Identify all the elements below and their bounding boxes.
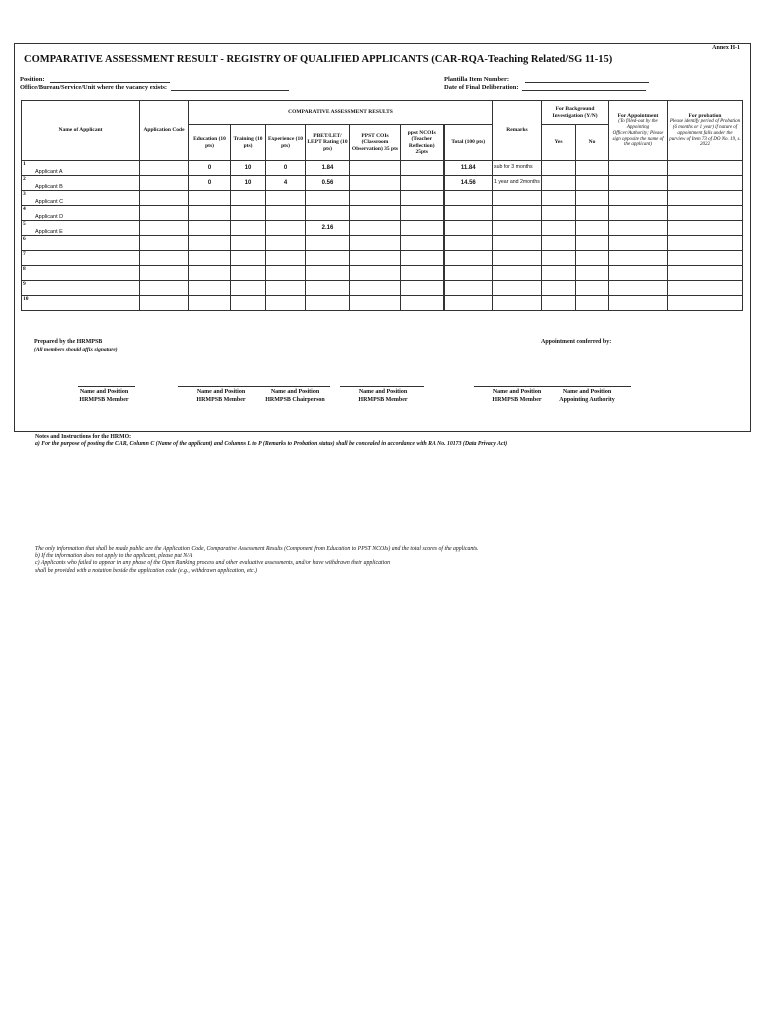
- position-field: [20, 75, 170, 83]
- sig-block-appointing-authority: [547, 389, 627, 405]
- table-row: [22, 281, 743, 296]
- education-cell[interactable]: [189, 206, 231, 221]
- applicant-name: [23, 244, 35, 250]
- pbet-cell[interactable]: 0.56: [306, 176, 350, 191]
- table-row: [22, 251, 743, 266]
- sig-block-member-2: [185, 389, 257, 405]
- applicant-name: [23, 289, 35, 295]
- ppst-cois-cell[interactable]: [350, 191, 401, 206]
- total-cell[interactable]: [444, 296, 493, 311]
- sig-line-4[interactable]: [474, 386, 631, 387]
- form-frame: [14, 43, 751, 432]
- note-c: c) Applicants who failed to appear in any phase of the Open Ranking process and other evaluative assessments, and/or have withdrawn their application: [35, 560, 391, 567]
- applicant-rows: [22, 161, 743, 311]
- col-remarks-header: Remarks: [493, 101, 542, 161]
- total-cell[interactable]: [444, 266, 493, 281]
- col-experience-header: Experience (10 pts): [266, 125, 306, 161]
- applicant-name: Applicant D: [35, 213, 64, 220]
- pbet-cell[interactable]: 1.84: [306, 161, 350, 176]
- row-number: 5: [23, 221, 26, 227]
- sig-role: HRMPSB Member: [196, 396, 246, 403]
- applicant-name: Applicant C: [35, 198, 64, 205]
- ppst-ncois-cell[interactable]: [401, 251, 444, 266]
- education-cell[interactable]: 0: [189, 176, 231, 191]
- bi-no-cell[interactable]: [576, 176, 609, 191]
- bi-no-cell[interactable]: [576, 281, 609, 296]
- ppst-cois-cell[interactable]: [350, 236, 401, 251]
- sig-role: HRMPSB Chairperson: [265, 396, 325, 403]
- education-cell[interactable]: [189, 296, 231, 311]
- probation-cell[interactable]: [668, 251, 743, 266]
- applicant-name: Applicant B: [35, 183, 63, 190]
- notes-block-2: [35, 546, 479, 575]
- notes-heading: Notes and Instructions for the HRMO:: [35, 434, 132, 440]
- header-row-1: [22, 101, 743, 125]
- remarks-cell[interactable]: [493, 281, 542, 296]
- appointment-note: (To filled-out by the Appointing Officer/Authority; Please sign opposite the name of the applicant): [612, 119, 664, 148]
- affix-note: (All members should affix signature): [34, 347, 118, 353]
- conferred-by: Appointment conferred by:: [541, 339, 612, 345]
- note-c2: shall be provided with a notation beside the application code (e.g., withdrawn application, etc.): [35, 567, 257, 574]
- bi-yes-cell[interactable]: [542, 281, 576, 296]
- application-code-cell[interactable]: [140, 281, 189, 296]
- pbet-cell[interactable]: [306, 296, 350, 311]
- training-cell[interactable]: [231, 281, 266, 296]
- remarks-cell[interactable]: [493, 206, 542, 221]
- remarks-cell[interactable]: sub for 3 months: [493, 161, 542, 176]
- ppst-ncois-cell[interactable]: [401, 206, 444, 221]
- sig-line-3[interactable]: [340, 386, 424, 387]
- plantilla-field: [444, 75, 649, 83]
- sig-role: HRMPSB Member: [79, 396, 129, 403]
- training-cell[interactable]: [231, 236, 266, 251]
- probation-cell[interactable]: [668, 296, 743, 311]
- bi-no-cell[interactable]: [576, 296, 609, 311]
- experience-cell[interactable]: [266, 221, 306, 236]
- remarks-cell[interactable]: [493, 251, 542, 266]
- form-title: COMPARATIVE ASSESSMENT RESULT - REGISTRY OF QUALIFIED APPLICANTS (CAR-RQA-Teaching Related/SG 11-15): [24, 54, 613, 65]
- probation-cell[interactable]: [668, 236, 743, 251]
- ppst-ncois-cell[interactable]: [401, 296, 444, 311]
- bi-no-cell[interactable]: [576, 221, 609, 236]
- remarks-cell[interactable]: [493, 191, 542, 206]
- bi-no-cell[interactable]: [576, 206, 609, 221]
- application-code-cell[interactable]: [140, 266, 189, 281]
- probation-cell[interactable]: [668, 266, 743, 281]
- sig-role: Appointing Authority: [559, 396, 615, 403]
- application-code-cell[interactable]: [140, 191, 189, 206]
- ppst-ncois-cell[interactable]: [401, 236, 444, 251]
- training-cell[interactable]: [231, 251, 266, 266]
- pbet-cell[interactable]: [306, 251, 350, 266]
- education-cell[interactable]: 0: [189, 161, 231, 176]
- sig-line-1[interactable]: [78, 386, 135, 387]
- application-code-cell[interactable]: [140, 176, 189, 191]
- sig-name-position: Name and Position: [562, 389, 612, 395]
- ppst-cois-cell[interactable]: [350, 221, 401, 236]
- remarks-cell[interactable]: [493, 266, 542, 281]
- training-cell[interactable]: [231, 191, 266, 206]
- pbet-cell[interactable]: 2.16: [306, 221, 350, 236]
- col-name-header: Name of Applicant: [22, 101, 140, 161]
- sig-name-position: Name and Position: [79, 389, 129, 395]
- education-cell[interactable]: [189, 266, 231, 281]
- bi-yes-cell[interactable]: [542, 191, 576, 206]
- application-code-cell[interactable]: [140, 206, 189, 221]
- plantilla-label: Plantilla Item Number:: [444, 76, 509, 83]
- total-cell[interactable]: [444, 281, 493, 296]
- row-number: 1: [23, 161, 26, 167]
- probation-cell[interactable]: [668, 176, 743, 191]
- office-field: [20, 83, 289, 91]
- bi-no-cell[interactable]: [576, 161, 609, 176]
- appointment-cell[interactable]: [609, 236, 668, 251]
- row-number: 10: [23, 296, 29, 302]
- note-public-info: The only information that shall be made public are the Application Code, Comparative Assessment Results (Component from Education to PPST NCOIs) and the total scores of the applicants.: [35, 546, 479, 552]
- name-cell[interactable]: [22, 206, 140, 221]
- table-row: [22, 206, 743, 221]
- notes-block: [35, 434, 507, 448]
- total-cell[interactable]: 11.84: [444, 161, 493, 176]
- bi-no-cell[interactable]: [576, 266, 609, 281]
- ppst-cois-cell[interactable]: [350, 251, 401, 266]
- bi-yes-cell[interactable]: [542, 221, 576, 236]
- sig-name-position: Name and Position: [196, 389, 246, 395]
- ppst-ncois-cell[interactable]: [401, 221, 444, 236]
- experience-cell[interactable]: [266, 296, 306, 311]
- experience-cell[interactable]: [266, 236, 306, 251]
- bi-yes-cell[interactable]: [542, 236, 576, 251]
- experience-cell[interactable]: [266, 191, 306, 206]
- ppst-cois-cell[interactable]: [350, 281, 401, 296]
- name-cell[interactable]: [22, 191, 140, 206]
- application-code-cell[interactable]: [140, 296, 189, 311]
- probation-cell[interactable]: [668, 281, 743, 296]
- probation-cell[interactable]: [668, 221, 743, 236]
- table-row: [22, 161, 743, 176]
- bi-yes-cell[interactable]: [542, 206, 576, 221]
- appointment-cell[interactable]: [609, 161, 668, 176]
- remarks-cell[interactable]: [493, 236, 542, 251]
- deliberation-label: Date of Final Deliberation:: [444, 84, 519, 91]
- col-education-header: Education (10 pts): [189, 125, 231, 161]
- appointment-header: [609, 101, 668, 161]
- table-row: [22, 296, 743, 311]
- prepared-by: Prepared by the HRMPSB: [34, 339, 103, 345]
- experience-cell[interactable]: [266, 206, 306, 221]
- experience-cell[interactable]: [266, 251, 306, 266]
- bi-no-cell[interactable]: [576, 191, 609, 206]
- appointment-cell[interactable]: [609, 176, 668, 191]
- deliberation-field: [444, 83, 646, 91]
- pbet-cell[interactable]: [306, 236, 350, 251]
- table-row: [22, 236, 743, 251]
- sig-name-position: Name and Position: [270, 389, 320, 395]
- bi-yes-cell[interactable]: [542, 176, 576, 191]
- training-cell[interactable]: [231, 206, 266, 221]
- name-cell[interactable]: [22, 251, 140, 266]
- appointment-cell[interactable]: [609, 266, 668, 281]
- bi-yes-cell[interactable]: [542, 266, 576, 281]
- total-cell[interactable]: [444, 191, 493, 206]
- total-cell[interactable]: 14.56: [444, 176, 493, 191]
- total-cell[interactable]: [444, 251, 493, 266]
- table-row: [22, 191, 743, 206]
- name-cell[interactable]: [22, 161, 140, 176]
- ppst-cois-cell[interactable]: [350, 161, 401, 176]
- row-number: 8: [23, 266, 26, 272]
- note-b: b) If the information does not apply to the applicant, please put N/A: [35, 553, 193, 560]
- training-cell[interactable]: [231, 221, 266, 236]
- sig-block-member-3: [343, 389, 423, 405]
- row-number: 4: [23, 206, 26, 212]
- col-ppst-cois-header: PPST COIs (Classroom Observation) 35 pts: [350, 125, 401, 161]
- bi-no-cell[interactable]: [576, 236, 609, 251]
- appointment-title: For Appointment: [617, 112, 659, 119]
- annex-label: Annex H-1: [712, 45, 740, 51]
- training-cell[interactable]: 10: [231, 161, 266, 176]
- experience-cell[interactable]: 4: [266, 176, 306, 191]
- note-a: a) For the purpose of posting the CAR, Column C (Name of the applicant) and Columns L to P (Remarks to Probation status) shall be concealed in accordance with RA No. 10173 (Data Privacy Act): [35, 441, 508, 448]
- applicant-name: [23, 259, 35, 265]
- sig-name-position: Name and Position: [358, 389, 408, 395]
- applicant-name: [23, 304, 35, 310]
- remarks-cell[interactable]: [493, 221, 542, 236]
- sig-block-member-4: [481, 389, 553, 405]
- appointment-cell[interactable]: [609, 281, 668, 296]
- pbet-cell[interactable]: [306, 281, 350, 296]
- education-cell[interactable]: [189, 281, 231, 296]
- pbet-cell[interactable]: [306, 191, 350, 206]
- col-yes-header: Yes: [542, 125, 576, 161]
- col-code-header: Application Code: [140, 101, 189, 161]
- appointment-cell[interactable]: [609, 221, 668, 236]
- training-cell[interactable]: [231, 266, 266, 281]
- education-cell[interactable]: [189, 191, 231, 206]
- ppst-ncois-cell[interactable]: [401, 176, 444, 191]
- applicant-name: Applicant E: [35, 228, 63, 235]
- table-row: [22, 176, 743, 191]
- name-cell[interactable]: [22, 281, 140, 296]
- probation-header: [668, 101, 743, 161]
- sig-role: HRMPSB Member: [492, 396, 542, 403]
- sig-role: HRMPSB Member: [358, 396, 408, 403]
- education-cell[interactable]: [189, 221, 231, 236]
- appointment-cell[interactable]: [609, 251, 668, 266]
- experience-cell[interactable]: 0: [266, 161, 306, 176]
- ppst-cois-cell[interactable]: [350, 206, 401, 221]
- ppst-ncois-cell[interactable]: [401, 266, 444, 281]
- ppst-ncois-cell[interactable]: [401, 191, 444, 206]
- name-cell[interactable]: [22, 221, 140, 236]
- bi-yes-cell[interactable]: [542, 161, 576, 176]
- probation-title: For probation: [688, 112, 722, 119]
- application-code-cell[interactable]: [140, 161, 189, 176]
- col-training-header: Training (10 pts): [231, 125, 266, 161]
- position-line[interactable]: [50, 75, 170, 83]
- row-number: 3: [23, 191, 26, 197]
- ppst-cois-cell[interactable]: [350, 266, 401, 281]
- sig-block-chairperson: [255, 389, 335, 405]
- experience-cell[interactable]: [266, 281, 306, 296]
- pbet-cell[interactable]: [306, 266, 350, 281]
- application-code-cell[interactable]: [140, 221, 189, 236]
- row-number: 2: [23, 176, 26, 182]
- plantilla-line[interactable]: [525, 75, 649, 83]
- row-number: 9: [23, 281, 26, 287]
- col-no-header: No: [576, 125, 609, 161]
- probation-note: Please identify period of Probation (6 months or 1 year) if nature of appointment falls under the purview of Item 73 of DO No. 19, s. 2022: [669, 119, 741, 148]
- position-label: Position:: [20, 76, 45, 83]
- comparative-results-header: COMPARATIVE ASSESSMENT RESULTS: [189, 101, 493, 125]
- total-cell[interactable]: [444, 236, 493, 251]
- office-line[interactable]: [171, 83, 289, 91]
- name-cell[interactable]: [22, 236, 140, 251]
- experience-cell[interactable]: [266, 266, 306, 281]
- sig-block-member-1: [59, 389, 149, 405]
- row-number: 7: [23, 251, 26, 257]
- application-code-cell[interactable]: [140, 251, 189, 266]
- education-cell[interactable]: [189, 236, 231, 251]
- sig-name-position: Name and Position: [492, 389, 542, 395]
- name-cell[interactable]: [22, 296, 140, 311]
- training-cell[interactable]: 10: [231, 176, 266, 191]
- appointment-cell[interactable]: [609, 206, 668, 221]
- pbet-cell[interactable]: [306, 206, 350, 221]
- training-cell[interactable]: [231, 296, 266, 311]
- remarks-cell[interactable]: [493, 296, 542, 311]
- remarks-cell[interactable]: 1 year and 2months: [493, 176, 542, 191]
- table-row: [22, 266, 743, 281]
- appointment-cell[interactable]: [609, 191, 668, 206]
- col-total-header: Total (100 pts): [444, 125, 493, 161]
- col-pbet-header: PBET/LET/ LEPT Rating (10 pts): [306, 125, 350, 161]
- deliberation-line[interactable]: [522, 83, 646, 91]
- row-number: 6: [23, 236, 26, 242]
- sig-line-2[interactable]: [178, 386, 330, 387]
- table-row: [22, 221, 743, 236]
- total-cell[interactable]: [444, 206, 493, 221]
- name-cell[interactable]: [22, 266, 140, 281]
- probation-cell[interactable]: [668, 161, 743, 176]
- office-label: Office/Bureau/Service/Unit where the vacancy exists:: [20, 84, 168, 91]
- probation-cell[interactable]: [668, 206, 743, 221]
- assessment-table: [21, 100, 743, 311]
- applicant-name: [23, 274, 35, 280]
- applicant-name: Applicant A: [35, 168, 63, 175]
- total-cell[interactable]: [444, 221, 493, 236]
- ppst-ncois-cell[interactable]: [401, 161, 444, 176]
- application-code-cell[interactable]: [140, 236, 189, 251]
- bi-yes-cell[interactable]: [542, 296, 576, 311]
- bi-header: For Background Investigation (Y/N): [542, 101, 609, 125]
- appointment-cell[interactable]: [609, 296, 668, 311]
- bi-no-cell[interactable]: [576, 251, 609, 266]
- ppst-cois-cell[interactable]: [350, 176, 401, 191]
- education-cell[interactable]: [189, 251, 231, 266]
- col-ppst-ncois-header: ppst NCOIs (Teacher Reflection) 25pts: [401, 125, 444, 161]
- probation-cell[interactable]: [668, 191, 743, 206]
- ppst-ncois-cell[interactable]: [401, 281, 444, 296]
- name-cell[interactable]: [22, 176, 140, 191]
- bi-yes-cell[interactable]: [542, 251, 576, 266]
- ppst-cois-cell[interactable]: [350, 296, 401, 311]
